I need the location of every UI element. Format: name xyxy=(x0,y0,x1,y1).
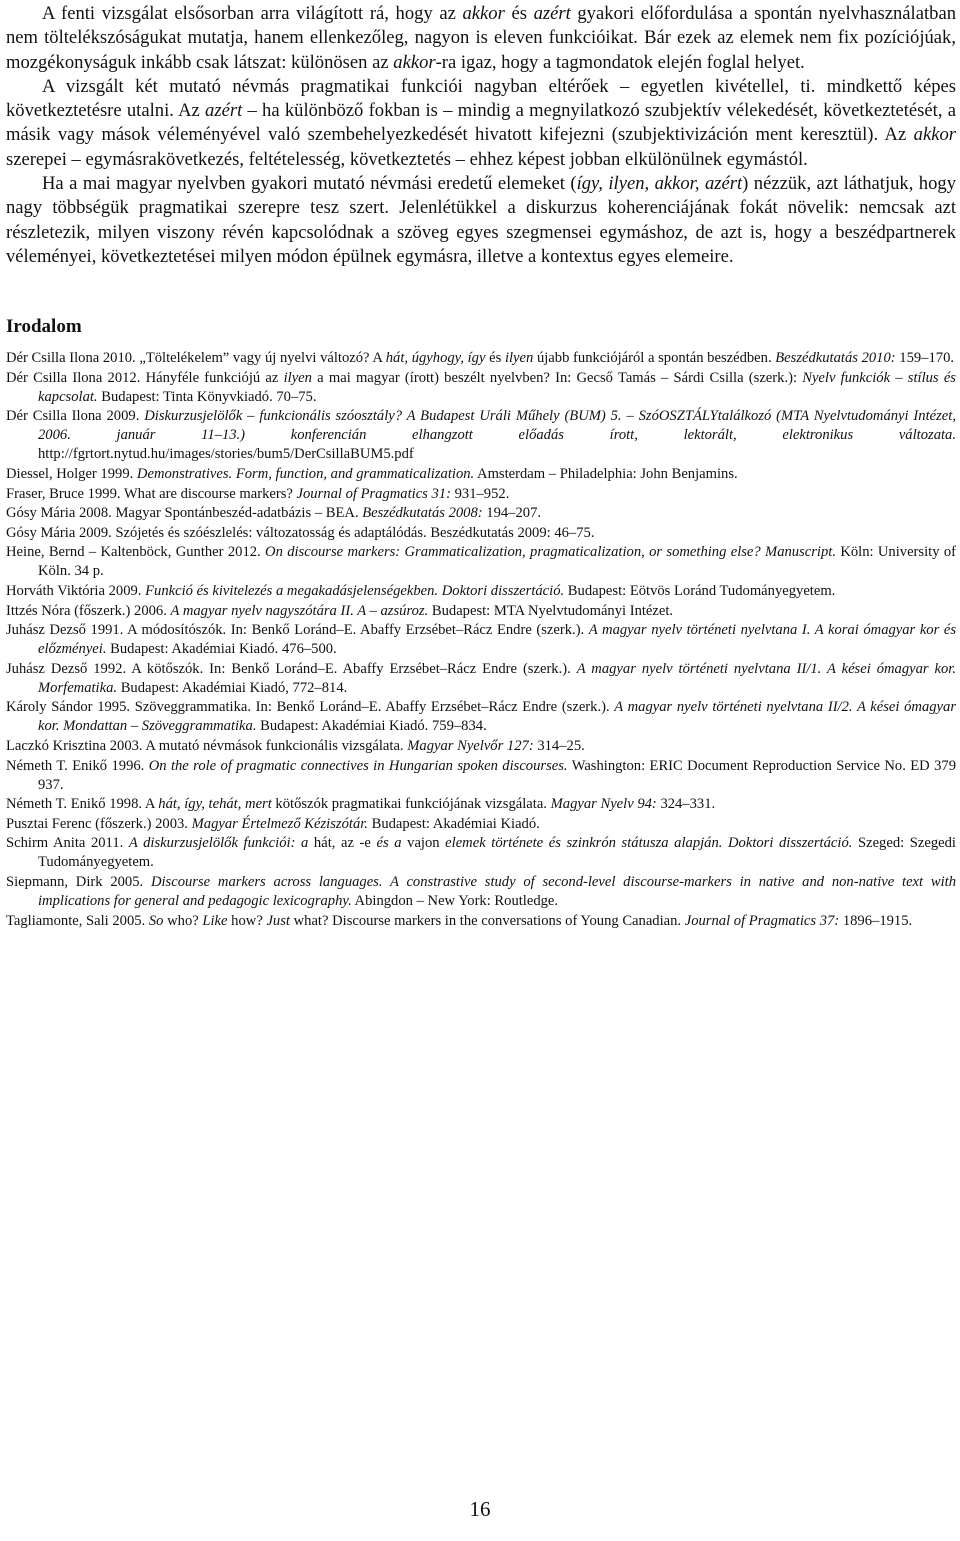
reference-item: Németh T. Enikő 1998. A hát, így, tehát, mert kötőszók pragmatikai funkciójának vizsgálata. Magyar Nyelv 94: 324–331. xyxy=(6,796,716,813)
reference-item: Ittzés Nóra (főszerk.) 2006. A magyar nyelv nagyszótára II. A – azsúroz. Budapest: MTA Nyelvtudományi Intézet. xyxy=(6,602,674,619)
reference-item: Schirm Anita 2011. A diskurzusjelölők funkciói: a hát, az -e és a vajon elemek története és szinkrón státusza alapján. Doktori disszertáció. Szeged: Szegedi Tudományegyetem. xyxy=(6,835,956,871)
reference-item: Dér Csilla Ilona 2012. Hányféle funkciójú az ilyen a mai magyar (írott) beszélt nyelvben? In: Gecső Tamás – Sárdi Csilla (szerk.): Nyelv funkciók – stílus és kapcsolat. Budapest: Tinta Könyvkiadó. 70–75. xyxy=(6,369,956,405)
body-text xyxy=(6,2,956,269)
reference-item: Juhász Dezső 1992. A kötőszók. In: Benkő Loránd–E. Abaffy Erzsébet–Rácz Endre (szerk.). A magyar nyelv történeti nyelvtana II/1. A kései ómagyar kor. Morfematika. Budapest: Akadémiai Kiadó, 772–814. xyxy=(6,660,956,696)
paragraph-2: A vizsgált két mutató névmás pragmatikai funkciói nagyban eltérőek – egyetlen kivétellel, ti. mindkettő képes következtetésre utalni. Az azért – ha különböző fokban is – mindig a megnyilatkozó szubjektív vélekedését, következtetését, a másik vagy mások véleményével való szembehelyezkedését hivatott kifejezni (szubjektivizáción ment keresztül). Az akkor szerepei – egymásrakövetkezés, feltételesség, következtetés – ehhez képest jobban elkülönülnek egymástól. xyxy=(6,75,956,170)
reference-item: Dér Csilla Ilona 2010. „Töltelékelem” vagy új nyelvi változó? A hát, úgyhogy, így és ilyen újabb funkciójáról a spontán beszédben. Beszédkutatás 2010: 159–170. xyxy=(6,350,955,367)
reference-item: Károly Sándor 1995. Szöveggrammatika. In: Benkő Loránd–E. Abaffy Erzsébet–Rácz Endre (szerk.). A magyar nyelv történeti nyelvtana II/2. A kései ómagyar kor. Mondattan – Szöveggrammatika. Budapest: Akadémiai Kiadó. 759–834. xyxy=(6,699,956,735)
references-heading: Irodalom xyxy=(6,316,82,338)
document-page xyxy=(6,0,956,931)
reference-item: Horváth Viktória 2009. Funkció és kivitelezés a megakadásjelenségekben. Doktori disszertáció. Budapest: Eötvös Loránd Tudományegyetem. xyxy=(6,583,836,600)
reference-item: Siepmann, Dirk 2005. Discourse markers across languages. A constrastive study of second-level discourse-markers in native and non-native text with implications for general and pedagogic lexicography. Abingdon – New York: Routledge. xyxy=(6,873,956,909)
reference-item: Pusztai Ferenc (főszerk.) 2003. Magyar Értelmező Kéziszótár. Budapest: Akadémiai Kiadó. xyxy=(6,815,540,832)
reference-item: Gósy Mária 2008. Magyar Spontánbeszéd-adatbázis – BEA. Beszédkutatás 2008: 194–207. xyxy=(6,505,542,522)
reference-list xyxy=(6,349,956,930)
paragraph-1: A fenti vizsgálat elsősorban arra világított rá, hogy az akkor és azért gyakori előfordulása a spontán nyelvhasználatban nem töltelékszóságukat mutatja, hanem ellenkezőleg, nagyon is eleven funkcióikat. Bár ezek az elemek nem fix pozíciójúak, mozgékonyságuk inkább csak látszat: különösen az akkor-ra igaz, hogy a tagmondatok elején foglal helyet. xyxy=(6,3,956,73)
paragraph-3: Ha a mai magyar nyelvben gyakori mutató névmási eredetű elemeket (így, ilyen, akkor, azért) nézzük, azt láthatjuk, hogy nagy többségük pragmatikai szerepre tesz szert. Jelenlétükkel a diskurzus koherenciájának fokát növelik: nemcsak azt részletezik, milyen viszony révén kapcsolódnak a szöveg egyes szegmensei egymáshoz, de azt is, hogy a beszédpartnerek véleményei, következtetései milyen módon épülnek egymásra, illetve a kontextus egyes elemeire. xyxy=(6,173,956,267)
reference-item: Diessel, Holger 1999. Demonstratives. Form, function, and grammaticalization. Amsterdam – Philadelphia: John Benjamins. xyxy=(6,466,738,483)
reference-item: Tagliamonte, Sali 2005. So who? Like how? Just what? Discourse markers in the conversations of Young Canadian. Journal of Pragmatics 37: 1896–1915. xyxy=(6,912,913,929)
reference-item: Németh T. Enikő 1996. On the role of pragmatic connectives in Hungarian spoken discourses. Washington: ERIC Document Reproduction Service No. ED 379 937. xyxy=(6,757,956,793)
reference-item: Fraser, Bruce 1999. What are discourse markers? Journal of Pragmatics 31: 931–952. xyxy=(6,485,510,502)
reference-item: Gósy Mária 2009. Szójetés és szóészlelés: változatosság és adaptálódás. Beszédkutatás 2009: 46–75. xyxy=(6,524,595,541)
page-number: 16 xyxy=(469,1497,491,1521)
reference-item: Heine, Bernd – Kaltenböck, Gunther 2012. On discourse markers: Grammaticalization, pragmaticalization, or something else? Manuscript. Köln: University of Köln. 34 p. xyxy=(6,544,956,580)
reference-item: Juhász Dezső 1991. A módosítószók. In: Benkő Loránd–E. Abaffy Erzsébet–Rácz Endre (szerk.). A magyar nyelv történeti nyelvtana I. A korai ómagyar kor és előzményei. Budapest: Akadémiai Kiadó. 476–500. xyxy=(6,622,957,658)
reference-item: Dér Csilla Ilona 2009. Diskurzusjelölők – funkcionális szóosztály? A Budapest Uráli Műhely (BUM) 5. – SzóOSZTÁLYtalálkozó (MTA Nyelvtudományi Intézet, 2006. január 11–13.) konferencián elhangzott előadás írott, lektorált, elektronikus változata. http://fgrtort.nytud.hu/images/stories/bum5/DerCsillaBUM5.pdf xyxy=(6,408,956,463)
reference-item: Laczkó Krisztina 2003. A mutató névmások funkcionális vizsgálata. Magyar Nyelvőr 127: 314–25. xyxy=(6,737,585,754)
